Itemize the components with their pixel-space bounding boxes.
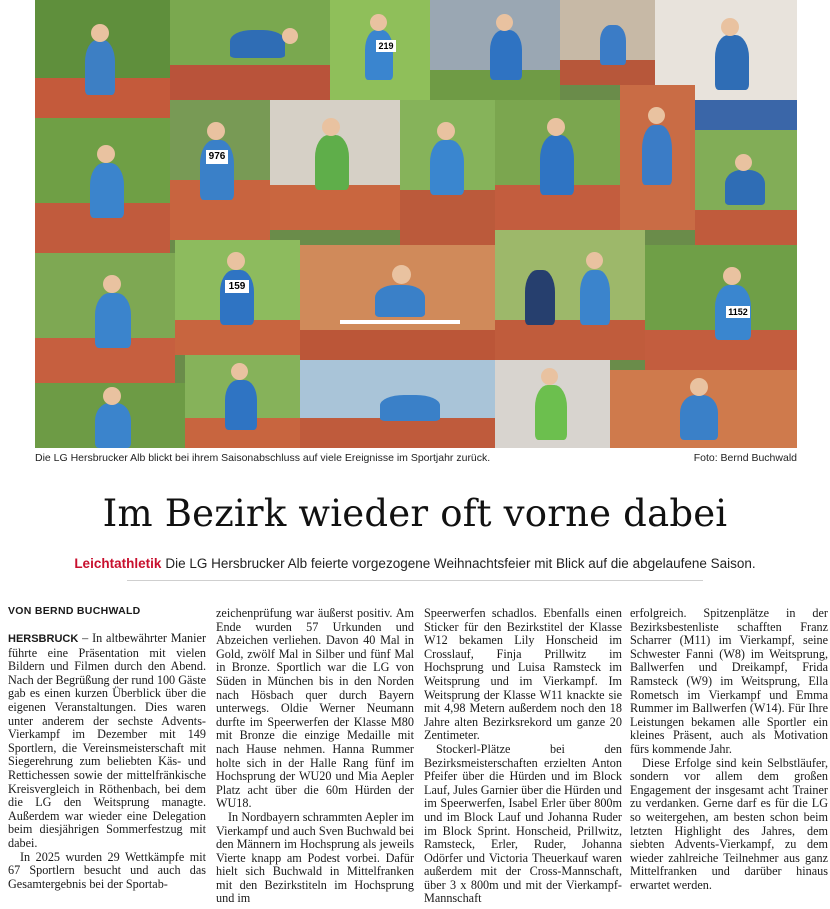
photo-tile [35, 0, 170, 118]
photo-tile [495, 230, 645, 360]
headline: Im Bezirk wieder oft vorne dabei [102, 492, 728, 535]
section-kicker: Leichtathletik [74, 556, 162, 571]
photo-tile [175, 240, 300, 355]
bib-number: 1152 [726, 306, 750, 318]
photo-tile [300, 360, 495, 448]
article-column-3 [424, 607, 622, 906]
photo-tile [270, 100, 400, 230]
photo-caption [35, 452, 797, 468]
photo-tile [35, 118, 170, 253]
photo-tile [35, 383, 185, 448]
article-column-2 [216, 607, 414, 906]
caption-text: Die LG Hersbrucker Alb blickt bei ihrem Saisonabschluss auf viele Ereignisse im Sportjahr zurück. [35, 452, 491, 464]
photo-tile [495, 360, 610, 448]
photo-tile [300, 245, 495, 360]
dateline: HERSBRUCK [8, 633, 79, 645]
photo-tile [170, 0, 330, 100]
photo-tile [495, 100, 620, 230]
paragraph: Stockerl-Plätze bei den Bezirksmeisterschaften erzielten Anton Pfeifer über die Hürden und im Block Lauf, Jules Garnier über die Hürden und im Speerwerfen, Isabel Erler über 800m und im Block Lauf und Johanna Ruder im Block Sprint. Honscheid, Prillwitz, Ramsteck, Erler, Ruder, Johanna Odörfer und Victoria Theuerkauf waren außerdem mit der Cross-Mannschaft, über 3 x 800m und mit der Vierkampf-Mannschaft [424, 741, 622, 906]
bib-number: 159 [225, 280, 249, 293]
photo-tile [185, 355, 300, 448]
photo-tile [610, 370, 797, 448]
photo-tile [170, 100, 270, 240]
bib-number: 219 [376, 40, 396, 52]
bib-number: 976 [206, 150, 228, 164]
photo-tile [620, 85, 695, 230]
photo-tile [430, 0, 560, 100]
paragraph: In 2025 wurden 29 Wettkämpfe mit 67 Sportlern besucht und auch das Gesamtergebnis bei der Sportab- [8, 849, 206, 891]
subheadline [0, 556, 830, 571]
photo-tile [560, 0, 655, 85]
photo-tile [695, 130, 797, 245]
byline: VON BERND BUCHWALD [8, 605, 141, 617]
article-column-4 [630, 607, 828, 892]
photo-tile [400, 100, 495, 250]
photo-tile [35, 253, 175, 383]
paragraph: Diese Erfolge sind kein Selbstläufer, sondern vor allem dem großen Engagement der insgesamt acht Trainer zu verdanken. Gerne darf es für die LG so weitergehen, am besten schon beim letzten Highlight des Jahres, dem siebten Advents-Vierkampf, zu dem wieder zahlreiche Teilnehmer aus ganz Mittelfranken und darüber hinaus erwartet werden. [630, 755, 828, 892]
photo-credit: Foto: Bernd Buchwald [693, 452, 797, 464]
article-column-1 [8, 632, 206, 891]
photo-collage [35, 0, 797, 448]
paragraph: Speerwerfen schadlos. Ebenfalls einen Sticker für den Bezirkstitel der Klasse W12 bekamen Lily Honscheid im Crosslauf, Finja Prillwitz im Hochsprung und Luisa Ramsteck im Weitsprung und im Vierkampf. Im Weitsprung der Klasse W11 knackte sie mit 4,98 Metern außerdem noch den 18 Jahre alten Bezirksrekord um ganze 20 Zentimeter. [424, 606, 622, 743]
subheadline-text: Die LG Hersbrucker Alb feierte vorgezogene Weihnachtsfeier mit Blick auf die abgelaufene Saison. [165, 556, 756, 571]
photo-tile [645, 245, 797, 370]
paragraph: HERSBRUCK – In altbewährter Manier führte eine Präsentation mit vielen Bildern und Filmen durch den Abend. Nach der Begrüßung der rund 100 Gäste gab es einen kurzen Überblick über die eigenen Veranstaltungen. Dies waren unter anderem der sechste Advents-Vierkampf im Dezember mit 149 Sportlern, die Vereinsmeisterschaft mit Siegerehrung zum beliebten Käs- und Rettichessen sowie der mittelfränkische Kreisvergleich in Röthenbach, bei dem die LG den Weitsprung managte. Außerdem war wieder eine Delegation beim diesjährigen Sommerfestzug mit dabei. [8, 631, 206, 850]
paragraph: In Nordbayern schrammten Aepler im Vierkampf und auch Sven Buchwald bei den Männern im Hochsprung als jeweils Vierte knapp am Podest vorbei. Dafür hielt sich Buchwald in Mittelfranken mit den Bezirkstiteln im Hochsprung und im [216, 809, 414, 906]
paragraph: erfolgreich. Spitzenplätze in der Bezirksbestenliste schafften Franz Scharrer (M11) im Vierkampf, seine Schwester Fanni (W8) im Weitsprung, Ballwerfen und Dreikampf, Frida Ramsteck (W9) im Weitsprung, Ella Rometsch im Vierkampf und Emma Rummer im Ballwerfen (W14). Für Ihre Leistungen bekamen alle Sportler ein kleines Präsent, auch als Motivation fürs kommende Jahr. [630, 606, 828, 756]
divider [127, 580, 703, 581]
paragraph: zeichenprüfung war äußerst positiv. Am Ende wurden 57 Urkunden und Abzeichen verliehen. Davon 40 Mal in Gold, zwölf Mal in Silber und fünf Mal in Bronze. Sportlich war die LG von Süden in München bis in den Norden nach Hösbach quer durch Bayern unterwegs. Oldie Werner Neumann durfte im Speerwerfen der Klasse M80 mit Bronze die einzige Medaille mit nach Hause nehmen. Hanna Rummer holte sich in der Halle Rang fünf im Hochsprung der WU20 und Mia Aepler Platz acht über die 60m Hürden der WU18. [216, 606, 414, 811]
